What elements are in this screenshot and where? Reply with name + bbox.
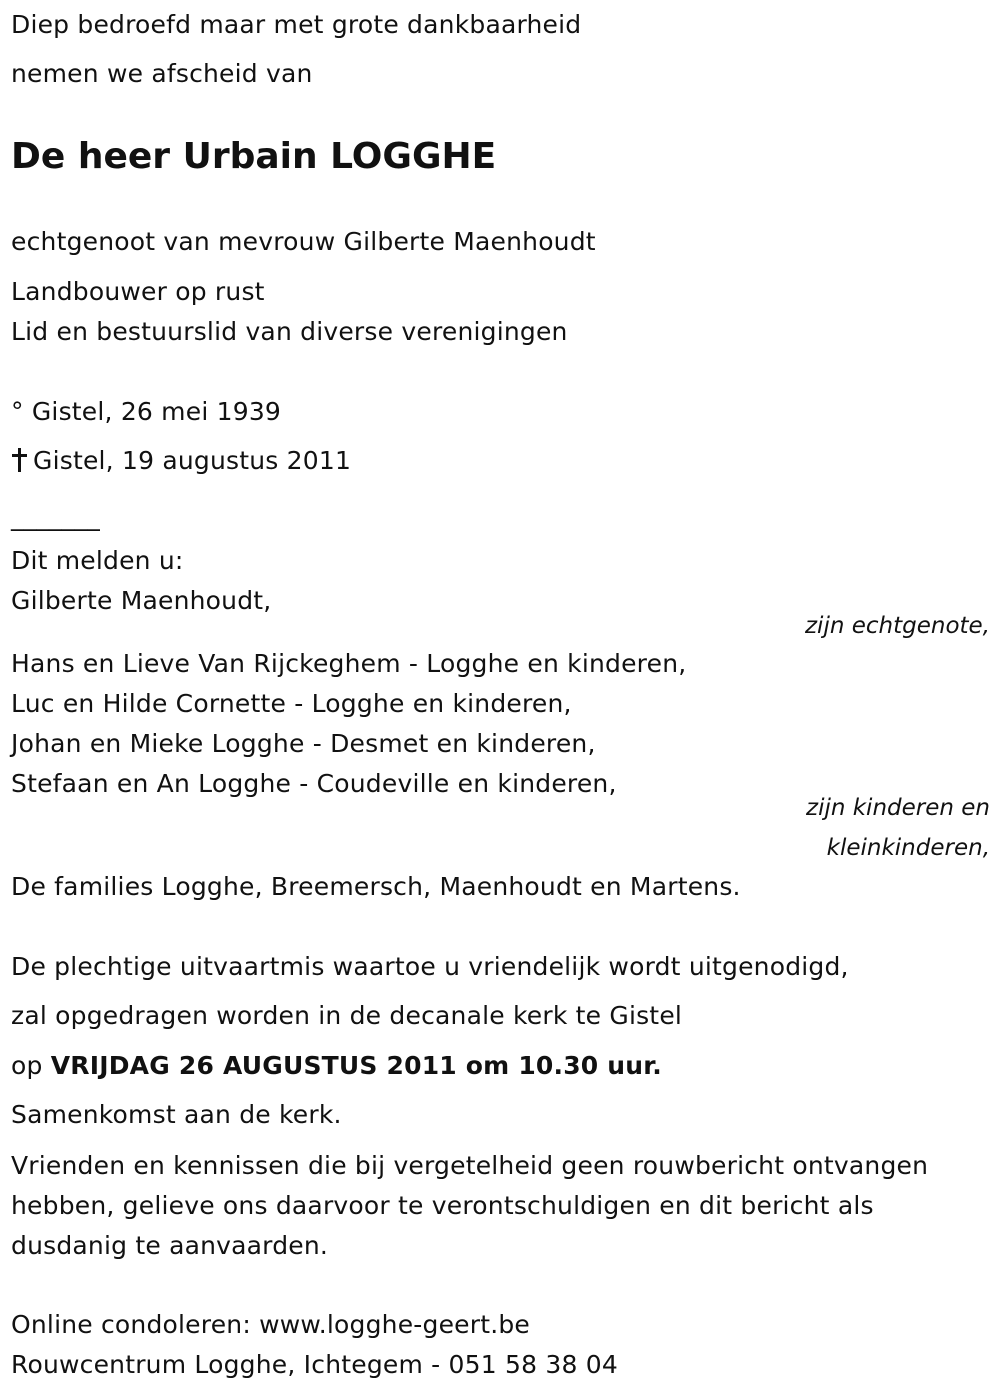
child-line-3: Johan en Mieke Logghe - Desmet en kinderen, [11, 729, 596, 758]
death-text: Gistel, 19 augustus 2011 [33, 446, 352, 475]
child-line-1: Hans en Lieve Van Rijckeghem - Logghe en kinderen, [11, 649, 687, 678]
deceased-name: De heer Urbain LOGGHE [11, 136, 497, 177]
birth-line [11, 397, 281, 427]
funeral-line-1: De plechtige uitvaartmis waartoe u vriendelijk wordt uitgenodigd, [11, 952, 849, 981]
separator: _______ [11, 502, 100, 531]
children-role-line-1: zijn kinderen en [806, 795, 990, 821]
spouse-role: zijn echtgenote, [804, 613, 990, 639]
death-line [11, 446, 351, 476]
occupation-line: Landbouwer op rust [11, 277, 265, 306]
child-line-2: Luc en Hilde Cornette - Logghe en kinderen, [11, 689, 572, 718]
intro-line-2: nemen we afscheid van [11, 59, 313, 88]
funeral-home-line: Rouwcentrum Logghe, Ichtegem - 051 58 38 04 [11, 1350, 618, 1379]
funeral-line-2: zal opgedragen worden in de decanale kerk te Gistel [11, 1001, 683, 1030]
birth-symbol: ° [11, 397, 24, 426]
cross-icon [11, 448, 27, 472]
spouse-line: echtgenoot van mevrouw Gilberte Maenhoudt [11, 227, 596, 256]
member-line: Lid en bestuurslid van diverse verenigingen [11, 317, 568, 346]
families-line: De families Logghe, Breemersch, Maenhoudt en Martens. [11, 872, 741, 901]
funeral-when-prefix: op [11, 1051, 51, 1080]
funeral-when-date: VRIJDAG 26 AUGUSTUS 2011 om 10.30 uur. [50, 1051, 662, 1080]
gathering-line: Samenkomst aan de kerk. [11, 1100, 342, 1129]
online-condolence: Online condoleren: www.logghe-geert.be [11, 1310, 531, 1339]
spouse-name: Gilberte Maenhoudt, [11, 586, 272, 615]
child-line-4: Stefaan en An Logghe - Coudeville en kinderen, [11, 769, 617, 798]
announcement-heading: Dit melden u: [11, 546, 184, 575]
intro-line-1: Diep bedroefd maar met grote dankbaarheid [11, 10, 582, 39]
funeral-when [11, 1051, 662, 1081]
notice-paragraph: Vrienden en kennissen die bij vergetelheid geen rouwbericht ontvangen hebben, gelieve ons daarvoor te verontschuldigen en dit bericht als dusdanig te aanvaarden. [11, 1151, 929, 1260]
birth-text: Gistel, 26 mei 1939 [31, 397, 282, 426]
children-role-line-2: kleinkinderen, [826, 835, 990, 861]
